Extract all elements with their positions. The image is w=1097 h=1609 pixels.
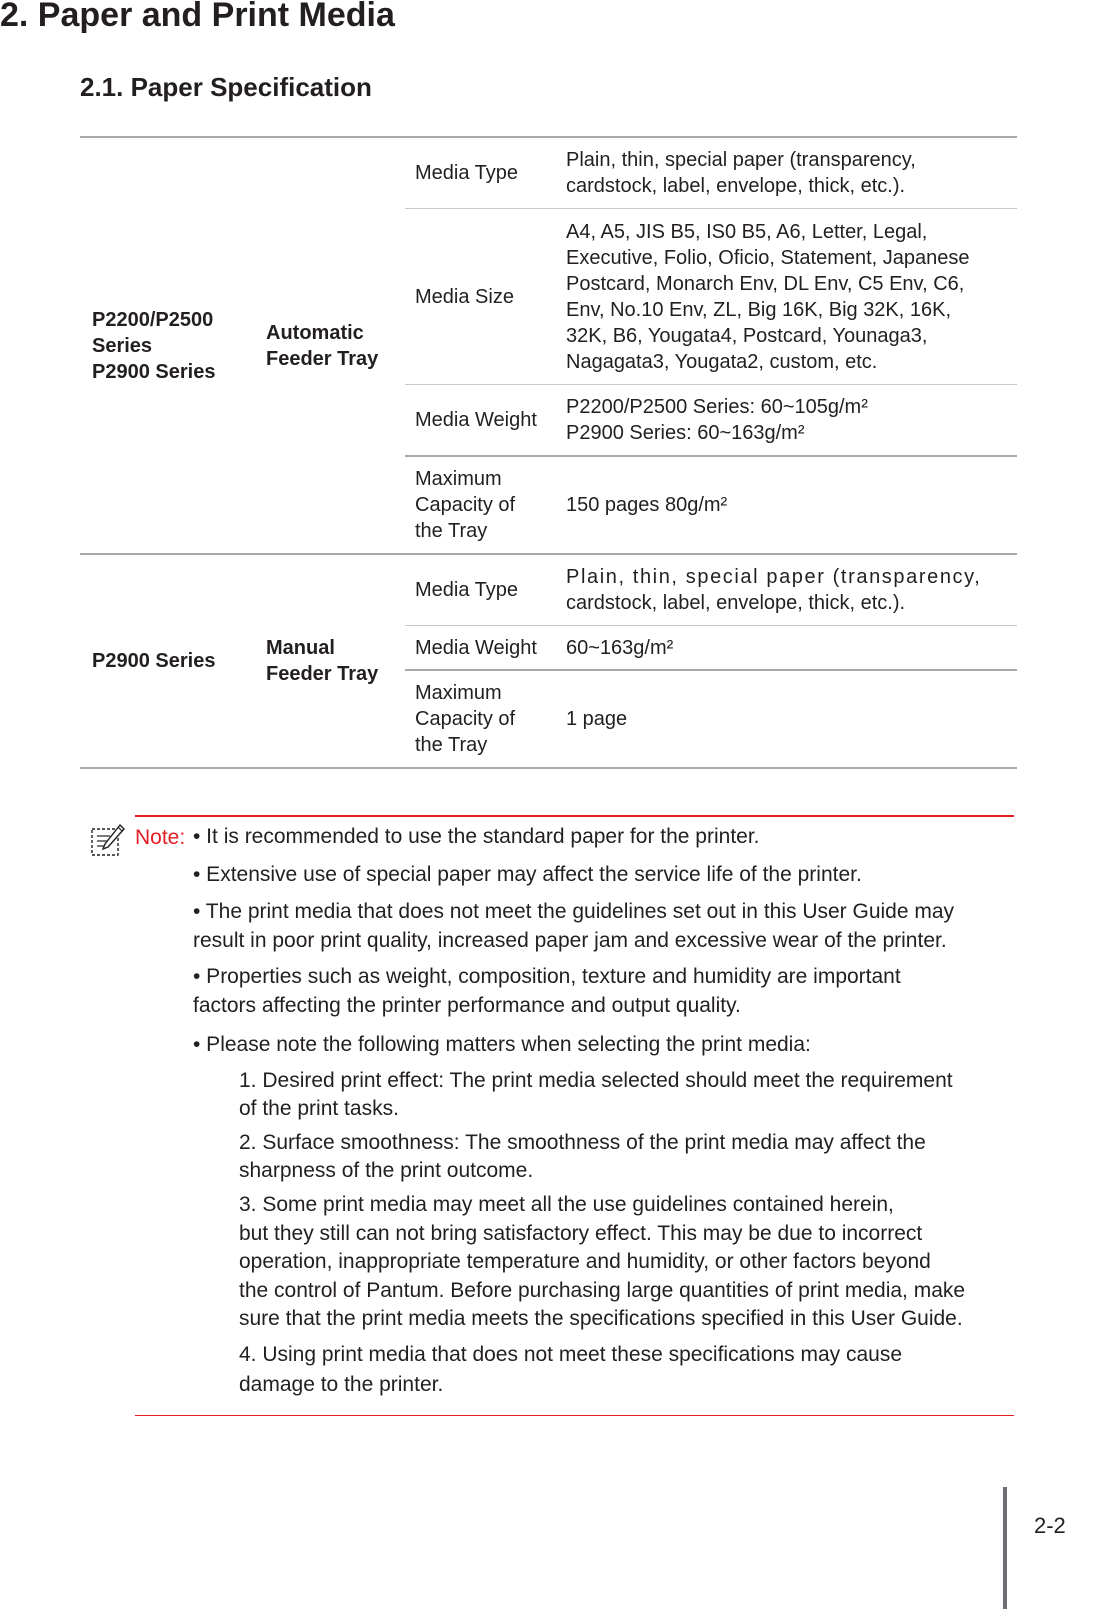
tray-line: Feeder Tray (266, 347, 379, 370)
tray-line: Manual (266, 637, 335, 659)
note-line: • It is recommended to use the standard paper for the printer. (193, 825, 760, 848)
value-line: cardstock, label, envelope, thick, etc.). (566, 592, 906, 614)
note-line: sharpness of the print outcome. (239, 1159, 534, 1182)
tray-line: Feeder Tray (266, 663, 379, 685)
spec-group-manual-tray (80, 553, 1017, 769)
value-line: Plain, thin, special paper (transparency, (566, 566, 982, 588)
paper-spec-table (80, 136, 1017, 769)
note-line: sure that the print media meets the specifications specified in this User Guide. (239, 1307, 963, 1330)
value-line: P2900 Series: 60~163g/m² (566, 422, 805, 444)
footer-divider (1003, 1487, 1007, 1609)
property-line: the Tray (415, 734, 488, 756)
spec-row-media-size (405, 208, 1017, 384)
tray-cell (266, 555, 406, 767)
tray-cell (266, 138, 406, 553)
spec-row-capacity (405, 455, 1017, 553)
model-line: Series (92, 334, 153, 357)
spec-group-automatic-tray (80, 136, 1017, 553)
note-line: • Please note the following matters when selecting the print media: (193, 1033, 811, 1056)
note-line: of the print tasks. (239, 1097, 399, 1120)
spec-row-media-type (405, 138, 1017, 208)
value-line: Executive, Folio, Oficio, Statement, Japanese (566, 246, 970, 269)
value-line: 32K, B6, Yougata4, Postcard, Younaga3, (566, 324, 928, 347)
property-line: Capacity of (415, 708, 516, 730)
property-line: Media Type (415, 162, 519, 184)
property-line: Media Size (415, 285, 514, 308)
property-cell (405, 680, 566, 758)
property-cell (405, 407, 566, 433)
value-cell (566, 147, 1017, 199)
property-line: Media Weight (415, 636, 537, 659)
property-line: Media Type (415, 579, 519, 601)
value-cell (566, 706, 1017, 732)
note-pencil-icon (90, 823, 126, 859)
value-line: P2200/P2500 Series: 60~105g/m² (566, 396, 868, 418)
value-line: A4, A5, JIS B5, IS0 B5, A6, Letter, Legal, (566, 220, 928, 243)
property-cell (405, 160, 566, 186)
section-title: 2.1. Paper Specification (80, 72, 372, 102)
spec-row-media-type (405, 555, 1017, 625)
tray-line: Automatic (266, 321, 364, 344)
value-line: cardstock, label, envelope, thick, etc.). (566, 175, 906, 197)
value-line: Plain, thin, special paper (transparency, (566, 149, 916, 171)
note-line: factors affecting the printer performance and output quality. (193, 994, 741, 1017)
value-line: 60~163g/m² (566, 636, 674, 659)
note-line: • Properties such as weight, composition, texture and humidity are important (193, 965, 901, 988)
property-line: Capacity of (415, 494, 516, 516)
note-line: 4. Using print media that does not meet these specifications may cause (239, 1343, 903, 1366)
spec-row-capacity (405, 669, 1017, 767)
value-cell (566, 635, 1017, 661)
spec-row-media-weight (405, 625, 1017, 669)
property-line: Maximum (415, 682, 502, 704)
spec-row-media-weight (405, 384, 1017, 455)
value-cell (566, 492, 1017, 518)
page-number: 2-2 (1034, 1513, 1066, 1538)
value-line: 1 page (566, 708, 628, 730)
model-line: P2900 Series (92, 360, 216, 383)
note-line: 3. Some print media may meet all the use guidelines contained herein, (239, 1193, 894, 1216)
value-line: Env, No.10 Env, ZL, Big 16K, Big 32K, 16K, (566, 298, 952, 321)
model-line: P2900 Series (92, 650, 216, 672)
value-cell (566, 219, 1017, 375)
property-line: the Tray (415, 520, 488, 542)
model-cell (92, 555, 242, 767)
value-line: Nagagata3, Yougata2, custom, etc. (566, 350, 878, 373)
note-line: the control of Pantum. Before purchasing large quantities of print media, make (239, 1279, 966, 1302)
property-cell (405, 466, 566, 544)
note-line: • Extensive use of special paper may affect the service life of the printer. (193, 863, 862, 886)
property-line: Media Weight (415, 409, 537, 431)
value-line: Postcard, Monarch Env, DL Env, C5 Env, C6, (566, 272, 965, 295)
note-line: but they still can not bring satisfactory effect. This may be due to incorrect (239, 1222, 923, 1245)
note-line: result in poor print quality, increased paper jam and excessive wear of the printer. (193, 929, 947, 952)
note-line: operation, inappropriate temperature and humidity, or other factors beyond (239, 1250, 931, 1273)
note-label: Note: (135, 826, 186, 849)
note-line: • The print media that does not meet the guidelines set out in this User Guide may (193, 900, 955, 923)
note-line: 1. Desired print effect: The print media selected should meet the requirement (239, 1069, 953, 1092)
value-cell (566, 564, 1017, 616)
note-line: damage to the printer. (239, 1373, 444, 1396)
model-line: P2200/P2500 (92, 308, 214, 331)
page-title: 2. Paper and Print Media (0, 0, 395, 34)
value-line: 150 pages 80g/m² (566, 494, 728, 516)
property-cell (405, 577, 566, 603)
property-cell (405, 284, 566, 310)
model-cell (92, 138, 242, 553)
property-cell (405, 635, 566, 661)
note-line: 2. Surface smoothness: The smoothness of the print media may affect the (239, 1131, 926, 1154)
property-line: Maximum (415, 468, 502, 490)
value-cell (566, 394, 1017, 446)
